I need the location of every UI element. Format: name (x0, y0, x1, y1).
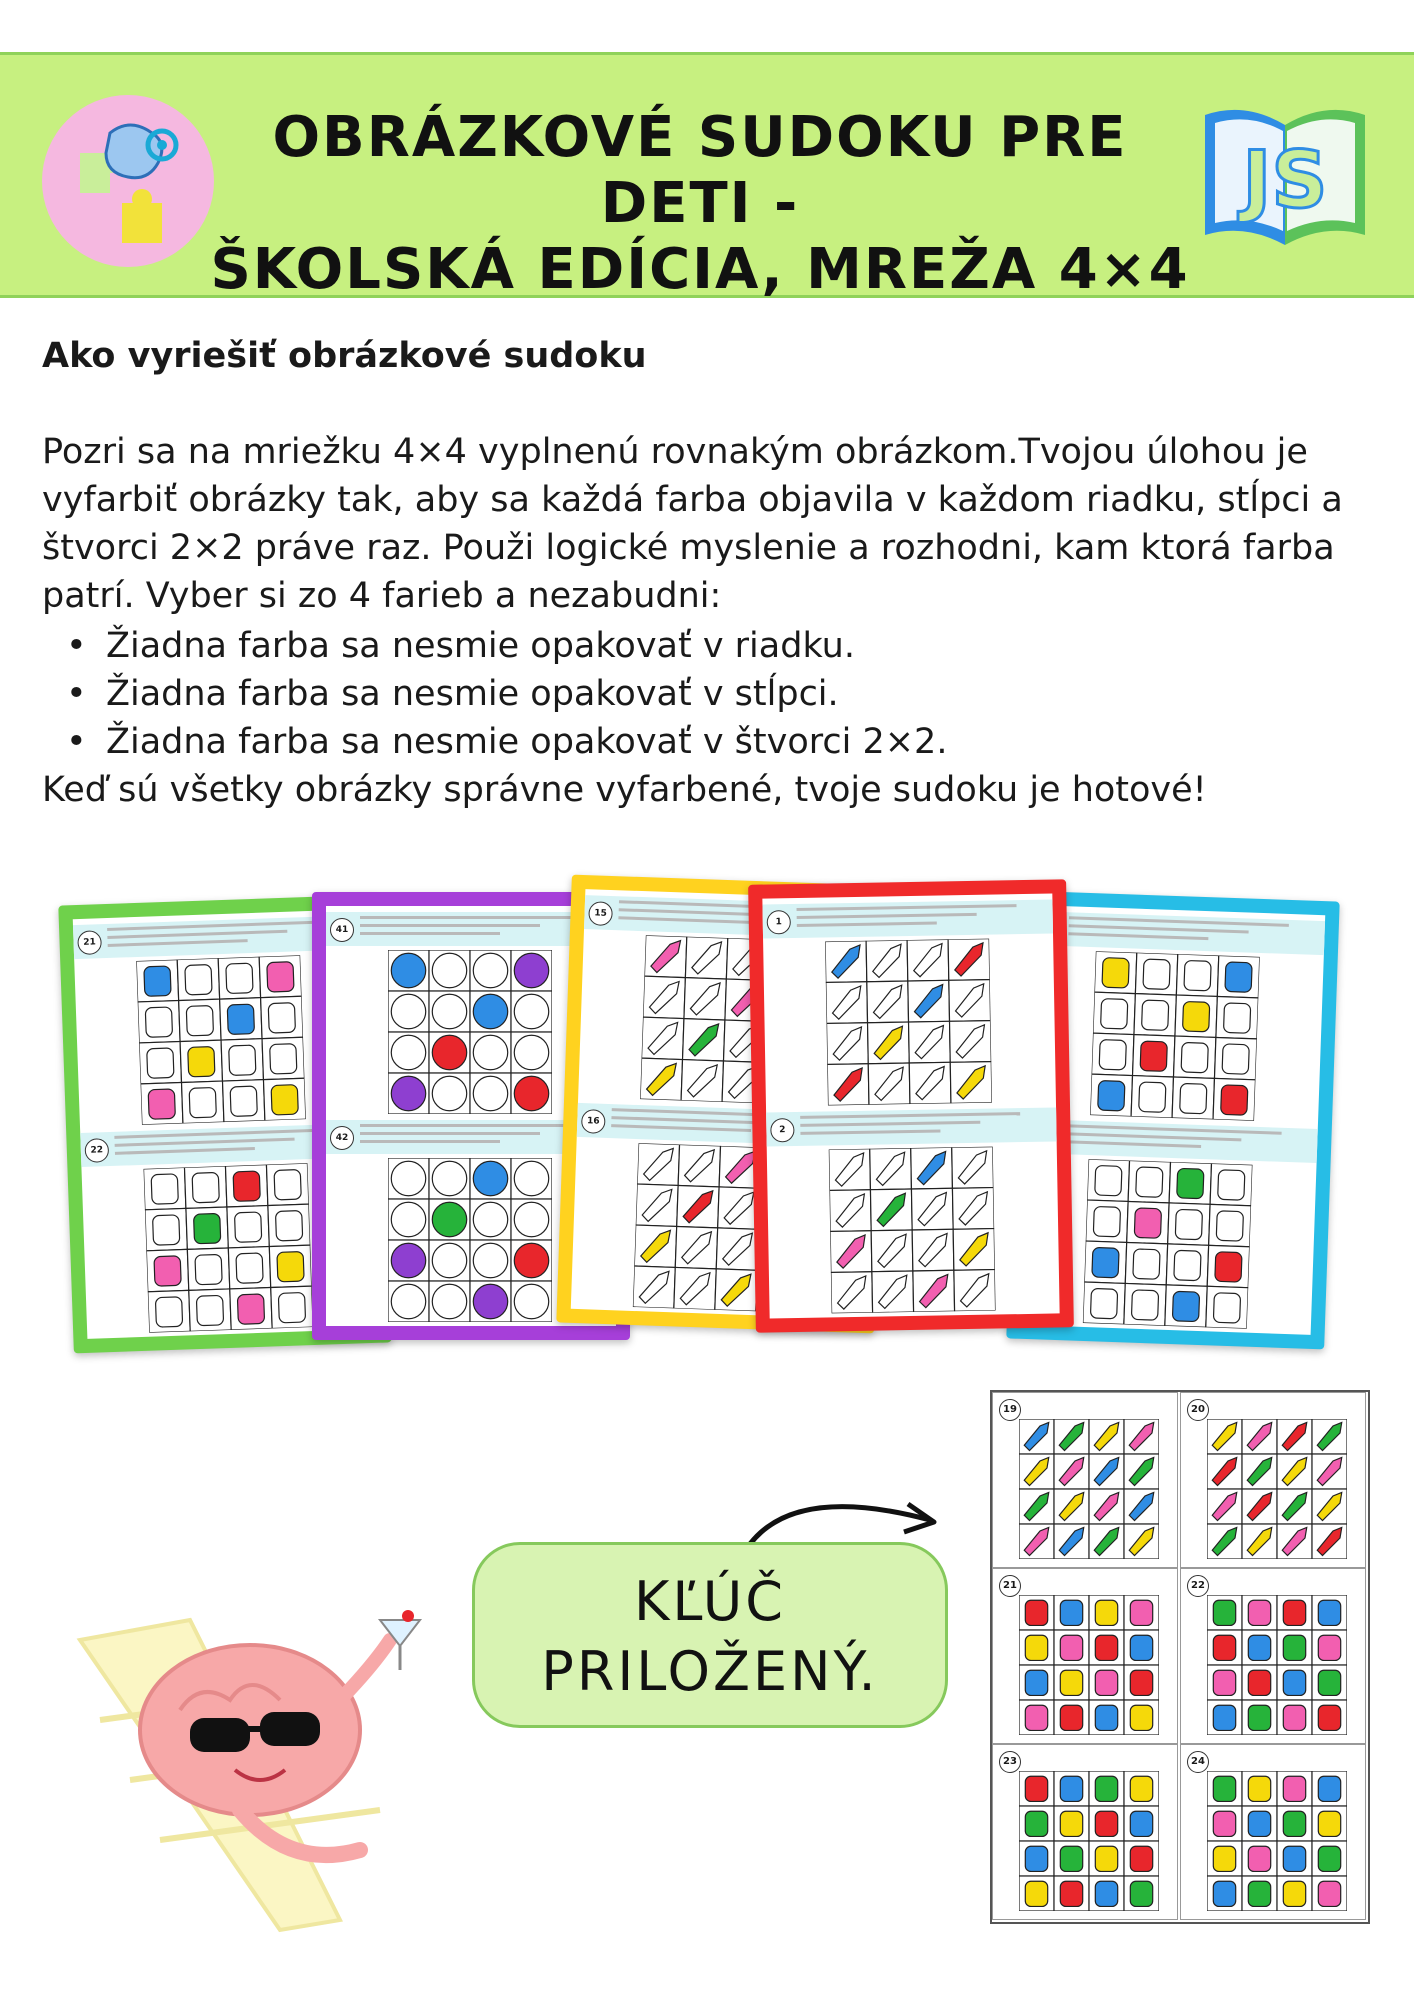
backpack-icon (188, 1046, 215, 1076)
sudoku-grid (144, 1163, 314, 1333)
backpack-icon (145, 1007, 172, 1037)
ball-icon (432, 1202, 466, 1236)
backpack-icon (1142, 1000, 1169, 1030)
backpack-icon (1025, 1600, 1047, 1625)
ball-icon (514, 953, 548, 987)
puzzle-number: 16 (581, 1109, 606, 1134)
solution-number: 21 (999, 1575, 1021, 1597)
ball-icon (391, 1161, 425, 1195)
sudoku-grid (1090, 951, 1260, 1121)
backpack-icon (1213, 1776, 1235, 1801)
ball-icon (514, 1076, 548, 1110)
ball-icon (391, 1035, 425, 1069)
backpack-icon (1130, 1846, 1152, 1871)
backpack-icon (1101, 999, 1128, 1029)
ball-icon (473, 1035, 507, 1069)
backpack-icon (1025, 1635, 1047, 1660)
backpack-icon (1130, 1776, 1152, 1801)
backpack-icon (1060, 1881, 1082, 1906)
backpack-icon (271, 1085, 298, 1115)
backpack-icon (1095, 1881, 1117, 1906)
backpack-icon (195, 1254, 222, 1284)
instruction-text-line (360, 1132, 540, 1135)
backpack-icon (278, 1292, 305, 1322)
backpack-icon (1283, 1670, 1305, 1695)
brain-puzzle-logo-icon (40, 93, 216, 269)
backpack-icon (236, 1253, 263, 1283)
backpack-icon (1099, 1040, 1126, 1070)
open-book-logo-icon (1195, 95, 1375, 245)
instruction-text-line (360, 924, 540, 927)
solution-grid-cell (1180, 1392, 1366, 1568)
ball-icon (391, 1076, 425, 1110)
backpack-icon (1060, 1776, 1082, 1801)
solved-sudoku-grid (1207, 1595, 1347, 1735)
backpack-icon (1093, 1206, 1120, 1236)
backpack-icon (1139, 1082, 1166, 1112)
backpack-icon (1095, 1635, 1117, 1660)
backpack-icon (1175, 1209, 1202, 1239)
backpack-icon (267, 962, 294, 992)
backpack-icon (1060, 1670, 1082, 1695)
backpack-icon (1221, 1085, 1248, 1115)
page-title (200, 105, 1200, 303)
backpack-icon (1060, 1846, 1082, 1871)
backpack-icon (1248, 1635, 1270, 1660)
worksheet-previews (0, 860, 1414, 1340)
ball-icon (473, 953, 507, 987)
backpack-icon (1130, 1635, 1152, 1660)
puzzle-number: 15 (588, 901, 613, 926)
backpack-icon (1318, 1811, 1340, 1836)
backpack-icon (1134, 1208, 1161, 1238)
backpack-icon (1213, 1293, 1240, 1323)
backpack-icon (1095, 1165, 1122, 1195)
solved-sudoku-grid (1019, 1419, 1159, 1559)
backpack-icon (1283, 1776, 1305, 1801)
backpack-icon (1060, 1811, 1082, 1836)
ball-icon (432, 994, 466, 1028)
backpack-icon (186, 1006, 213, 1036)
backpack-icon (277, 1252, 304, 1282)
backpack-icon (270, 1044, 297, 1074)
solution-number: 20 (1187, 1399, 1209, 1421)
backpack-icon (1140, 1041, 1167, 1071)
backpack-icon (1095, 1705, 1117, 1730)
key-line-1: KĽÚČ (633, 1570, 787, 1633)
ball-icon (432, 1161, 466, 1195)
key-included-bubble (472, 1542, 948, 1728)
backpack-icon (237, 1294, 264, 1324)
ball-icon (391, 1284, 425, 1318)
backpack-icon (1060, 1635, 1082, 1660)
backpack-icon (1248, 1811, 1270, 1836)
backpack-icon (234, 1212, 261, 1242)
instructions-body: Pozri sa na mriežku 4×4 vyplnenú rovnakým obrázkom.Tvojou úlohou je vyfarbiť obrázky tak, aby sa každá farba objavila v každom riadku, stĺpci a štvorci 2×2 práve raz. Použi logické myslenie a rozhodni, kam ktorá farba patrí. Vyber si zo 4 farieb a nezabudni: (42, 432, 1343, 616)
puzzle-number: 1 (767, 910, 791, 934)
backpack-icon (1283, 1811, 1305, 1836)
backpack-icon (1223, 1003, 1250, 1033)
backpack-icon (1283, 1600, 1305, 1625)
solved-sudoku-grid (1207, 1771, 1347, 1911)
backpack-icon (1130, 1811, 1152, 1836)
logo-letters: JS (1242, 136, 1328, 226)
sudoku-grid (825, 939, 992, 1106)
sudoku-grid (388, 950, 552, 1114)
backpack-icon (1213, 1811, 1235, 1836)
backpack-icon (1092, 1247, 1119, 1277)
backpack-icon (1248, 1846, 1270, 1871)
backpack-icon (268, 1003, 295, 1033)
puzzle-number: 2 (770, 1118, 794, 1142)
solution-number: 22 (1187, 1575, 1209, 1597)
ball-icon (432, 1243, 466, 1277)
worksheet-preview-card (748, 879, 1074, 1332)
backpack-icon (1318, 1670, 1340, 1695)
backpack-icon (1318, 1600, 1340, 1625)
backpack-icon (275, 1211, 302, 1241)
backpack-icon (1184, 960, 1211, 990)
sudoku-grid (136, 955, 306, 1125)
ball-icon (432, 1076, 466, 1110)
backpack-icon (154, 1256, 181, 1286)
backpack-icon (1318, 1705, 1340, 1730)
solved-sudoku-grid (1019, 1771, 1159, 1911)
ball-icon (514, 1284, 548, 1318)
solved-sudoku-grid (1019, 1595, 1159, 1735)
backpack-icon (153, 1215, 180, 1245)
backpack-icon (1248, 1670, 1270, 1695)
backpack-icon (226, 963, 253, 993)
backpack-icon (1283, 1881, 1305, 1906)
solution-number: 23 (999, 1751, 1021, 1773)
backpack-icon (1283, 1846, 1305, 1871)
backpack-icon (194, 1213, 221, 1243)
answer-key-panel (990, 1390, 1370, 1924)
title-line-1: OBRÁZKOVÉ SUDOKU PRE DETI - (272, 105, 1128, 236)
backpack-icon (1130, 1881, 1152, 1906)
puzzle-number: 22 (84, 1138, 109, 1163)
key-included-text (475, 1567, 945, 1707)
ball-icon (391, 1243, 425, 1277)
backpack-icon (1025, 1881, 1047, 1906)
backpack-icon (1318, 1846, 1340, 1871)
backpack-icon (1143, 959, 1170, 989)
sudoku-grid (388, 1158, 552, 1322)
backpack-icon (1216, 1211, 1243, 1241)
backpack-icon (189, 1087, 216, 1117)
ball-icon (473, 994, 507, 1028)
backpack-icon (1130, 1670, 1152, 1695)
rules-list (42, 622, 1382, 766)
sudoku-grid (1083, 1159, 1253, 1329)
ball-icon (514, 994, 548, 1028)
ball-icon (514, 1035, 548, 1069)
backpack-icon (1130, 1705, 1152, 1730)
backpack-icon (1248, 1600, 1270, 1625)
backpack-icon (1213, 1600, 1235, 1625)
backpack-icon (1025, 1670, 1047, 1695)
backpack-icon (230, 1086, 257, 1116)
backpack-icon (155, 1297, 182, 1327)
backpack-icon (1095, 1600, 1117, 1625)
backpack-icon (147, 1048, 174, 1078)
ball-icon (391, 953, 425, 987)
solution-number: 19 (999, 1399, 1021, 1421)
backpack-icon (1174, 1250, 1201, 1280)
backpack-icon (151, 1174, 178, 1204)
ball-icon (473, 1161, 507, 1195)
solved-sudoku-grid (1207, 1419, 1347, 1559)
rule-item: • Žiadna farba sa nesmie opakovať v riadku. (42, 622, 1382, 670)
backpack-icon (1222, 1044, 1249, 1074)
backpack-icon (1025, 1846, 1047, 1871)
ball-icon (473, 1284, 507, 1318)
backpack-icon (1318, 1635, 1340, 1660)
ball-icon (473, 1243, 507, 1277)
backpack-icon (1025, 1811, 1047, 1836)
instructions-heading: Ako vyriešiť obrázkové sudoku (42, 336, 647, 376)
backpack-icon (1218, 1170, 1245, 1200)
solution-grid-cell (1180, 1744, 1366, 1920)
backpack-icon (192, 1172, 219, 1202)
backpack-icon (1225, 962, 1252, 992)
backpack-icon (1095, 1670, 1117, 1695)
sudoku-grid (829, 1147, 996, 1314)
backpack-icon (185, 965, 212, 995)
backpack-icon (227, 1004, 254, 1034)
backpack-icon (1098, 1081, 1125, 1111)
solution-grid-cell (1180, 1568, 1366, 1744)
backpack-icon (1095, 1811, 1117, 1836)
backpack-icon (1213, 1846, 1235, 1871)
ball-icon (514, 1161, 548, 1195)
puzzle-number: 42 (330, 1126, 354, 1150)
backpack-icon (1131, 1290, 1158, 1320)
backpack-icon (1025, 1776, 1047, 1801)
ball-icon (514, 1202, 548, 1236)
ball-icon (432, 1284, 466, 1318)
puzzle-number: 41 (330, 918, 354, 942)
backpack-icon (1248, 1776, 1270, 1801)
backpack-icon (1025, 1705, 1047, 1730)
backpack-icon (1060, 1600, 1082, 1625)
backpack-icon (1060, 1705, 1082, 1730)
backpack-icon (148, 1089, 175, 1119)
ball-icon (391, 1202, 425, 1236)
backpack-icon (1248, 1881, 1270, 1906)
key-line-2: PRILOŽENÝ. (541, 1640, 879, 1703)
instructions-outro: Keď sú všetky obrázky správne vyfarbené, tvoje sudoku je hotové! (42, 770, 1207, 810)
backpack-icon (1090, 1288, 1117, 1318)
backpack-icon (1133, 1249, 1160, 1279)
solution-grid-cell (992, 1568, 1178, 1744)
solution-number: 24 (1187, 1751, 1209, 1773)
solution-grid-cell (992, 1392, 1178, 1568)
backpack-icon (1102, 958, 1129, 988)
backpack-icon (144, 966, 171, 996)
backpack-icon (1181, 1042, 1208, 1072)
relaxing-brain-mascot-icon (60, 1600, 480, 1960)
backpack-icon (196, 1295, 223, 1325)
backpack-icon (1213, 1705, 1235, 1730)
backpack-icon (233, 1171, 260, 1201)
rule-item: • Žiadna farba sa nesmie opakovať v štvorci 2×2. (42, 718, 1382, 766)
ball-icon (432, 1035, 466, 1069)
solution-grid-cell (992, 1744, 1178, 1920)
ball-icon (514, 1243, 548, 1277)
ball-icon (473, 1076, 507, 1110)
instruction-text-line (360, 916, 580, 919)
backpack-icon (1318, 1881, 1340, 1906)
backpack-icon (1248, 1705, 1270, 1730)
backpack-icon (229, 1045, 256, 1075)
backpack-icon (1283, 1705, 1305, 1730)
backpack-icon (1182, 1001, 1209, 1031)
instruction-text-line (360, 1124, 580, 1127)
backpack-icon (1283, 1635, 1305, 1660)
puzzle-number: 21 (77, 930, 102, 955)
backpack-icon (1095, 1776, 1117, 1801)
backpack-icon (1136, 1167, 1163, 1197)
backpack-icon (1213, 1670, 1235, 1695)
title-line-2: ŠKOLSKÁ EDÍCIA, MREŽA 4×4 (210, 237, 1190, 302)
backpack-icon (1177, 1168, 1204, 1198)
instruction-text-line (360, 1140, 500, 1143)
header-banner (0, 52, 1414, 302)
ball-icon (432, 953, 466, 987)
backpack-icon (274, 1170, 301, 1200)
backpack-icon (1095, 1846, 1117, 1871)
backpack-icon (1213, 1881, 1235, 1906)
backpack-icon (1318, 1776, 1340, 1801)
ball-icon (473, 1202, 507, 1236)
ball-icon (391, 994, 425, 1028)
backpack-icon (1213, 1635, 1235, 1660)
instruction-text-line (360, 932, 500, 935)
backpack-icon (1172, 1291, 1199, 1321)
backpack-icon (1180, 1083, 1207, 1113)
rule-item: • Žiadna farba sa nesmie opakovať v stĺpci. (42, 670, 1382, 718)
backpack-icon (1130, 1600, 1152, 1625)
backpack-icon (1215, 1252, 1242, 1282)
